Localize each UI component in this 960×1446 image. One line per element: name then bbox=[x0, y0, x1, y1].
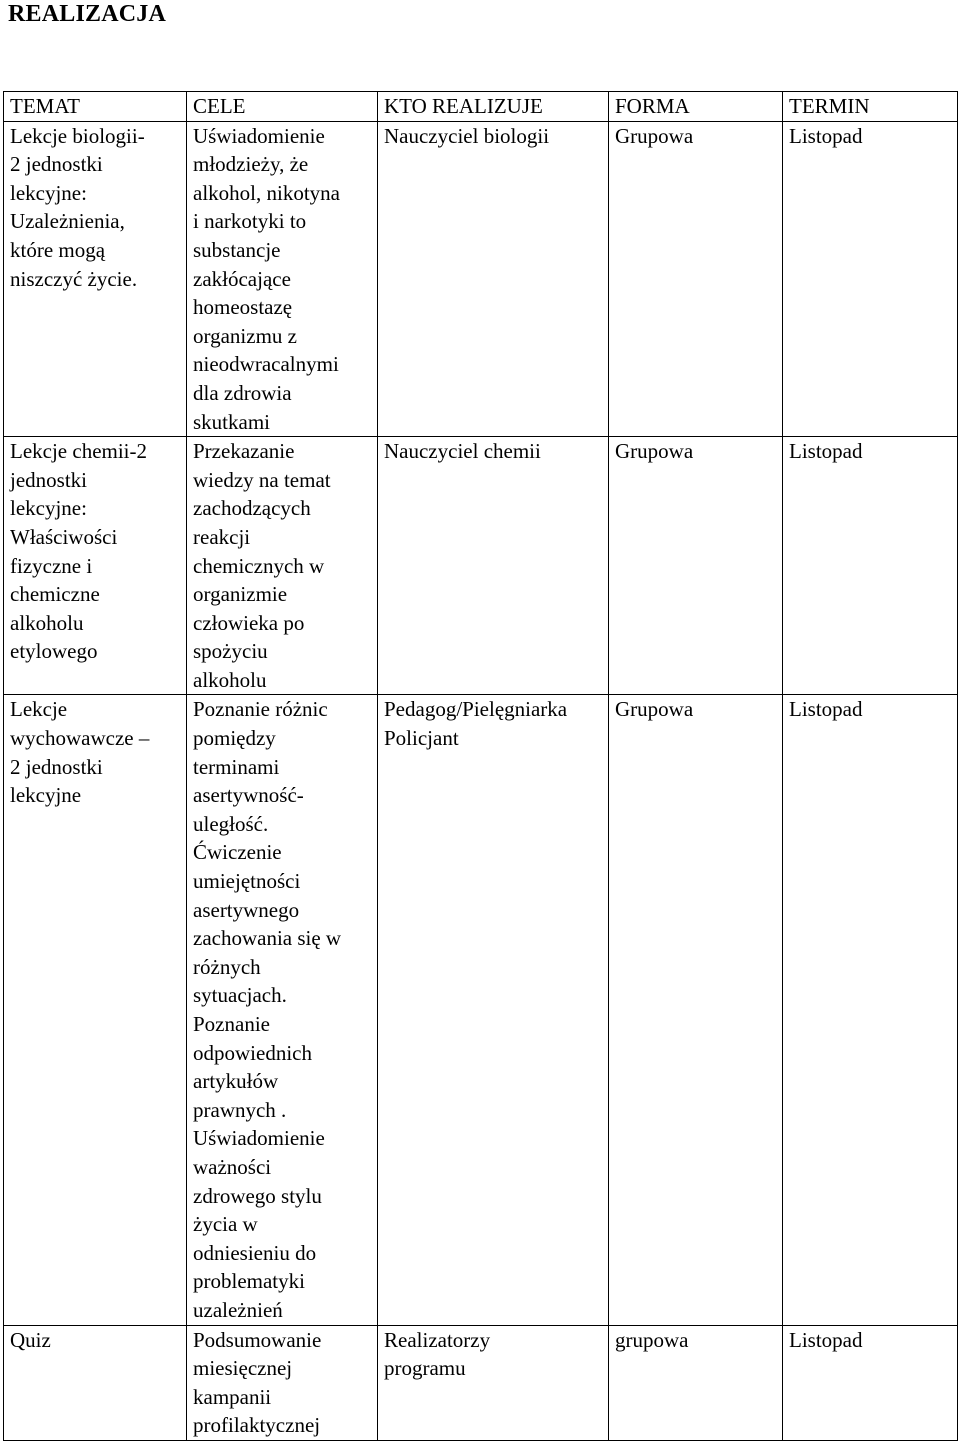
header-cele: CELE bbox=[187, 92, 378, 122]
cell-forma: grupowa bbox=[609, 1325, 783, 1440]
cell-temat: Lekcje biologii- 2 jednostki lekcyjne: Uzależnienia, które mogą niszczyć życie. bbox=[4, 121, 187, 437]
table-row bbox=[4, 695, 958, 1325]
cell-termin: Listopad bbox=[783, 695, 958, 1325]
page-title: REALIZACJA bbox=[8, 1, 167, 27]
cell-kto-realizuje: Nauczyciel chemii bbox=[378, 437, 609, 695]
cell-termin: Listopad bbox=[783, 121, 958, 437]
header-temat: TEMAT bbox=[4, 92, 187, 122]
cell-termin: Listopad bbox=[783, 1325, 958, 1440]
table-row bbox=[4, 1325, 958, 1440]
cell-temat: Lekcje wychowawcze – 2 jednostki lekcyjne bbox=[4, 695, 187, 1325]
cell-forma: Grupowa bbox=[609, 437, 783, 695]
schedule-table bbox=[3, 91, 958, 1441]
cell-kto-realizuje: Realizatorzy programu bbox=[378, 1325, 609, 1440]
table-header-row bbox=[4, 92, 958, 122]
cell-termin: Listopad bbox=[783, 437, 958, 695]
cell-kto-realizuje: Pedagog/Pielęgniarka Policjant bbox=[378, 695, 609, 1325]
header-termin: TERMIN bbox=[783, 92, 958, 122]
cell-temat: Lekcje chemii-2 jednostki lekcyjne: Właściwości fizyczne i chemiczne alkoholu etylowego bbox=[4, 437, 187, 695]
header-kto-realizuje: KTO REALIZUJE bbox=[378, 92, 609, 122]
table-row bbox=[4, 121, 958, 437]
header-forma: FORMA bbox=[609, 92, 783, 122]
cell-cele: Poznanie różnic pomiędzy terminami asertywność- uległość. Ćwiczenie umiejętności asertywnego zachowania się w różnych sytuacjach. Poznanie odpowiednich artykułów prawnych . Uświadomienie ważności zdrowego stylu życia w odniesieniu do problematyki uzależnień bbox=[187, 695, 378, 1325]
cell-kto-realizuje: Nauczyciel biologii bbox=[378, 121, 609, 437]
cell-cele: Przekazanie wiedzy na temat zachodzących reakcji chemicznych w organizmie człowieka po spożyciu alkoholu bbox=[187, 437, 378, 695]
cell-temat: Quiz bbox=[4, 1325, 187, 1440]
cell-cele: Podsumowanie miesięcznej kampanii profilaktycznej bbox=[187, 1325, 378, 1440]
cell-forma: Grupowa bbox=[609, 695, 783, 1325]
cell-forma: Grupowa bbox=[609, 121, 783, 437]
cell-cele: Uświadomienie młodzieży, że alkohol, nikotyna i narkotyki to substancje zakłócające homeostazę organizmu z nieodwracalnymi dla zdrowia skutkami bbox=[187, 121, 378, 437]
table-row bbox=[4, 437, 958, 695]
